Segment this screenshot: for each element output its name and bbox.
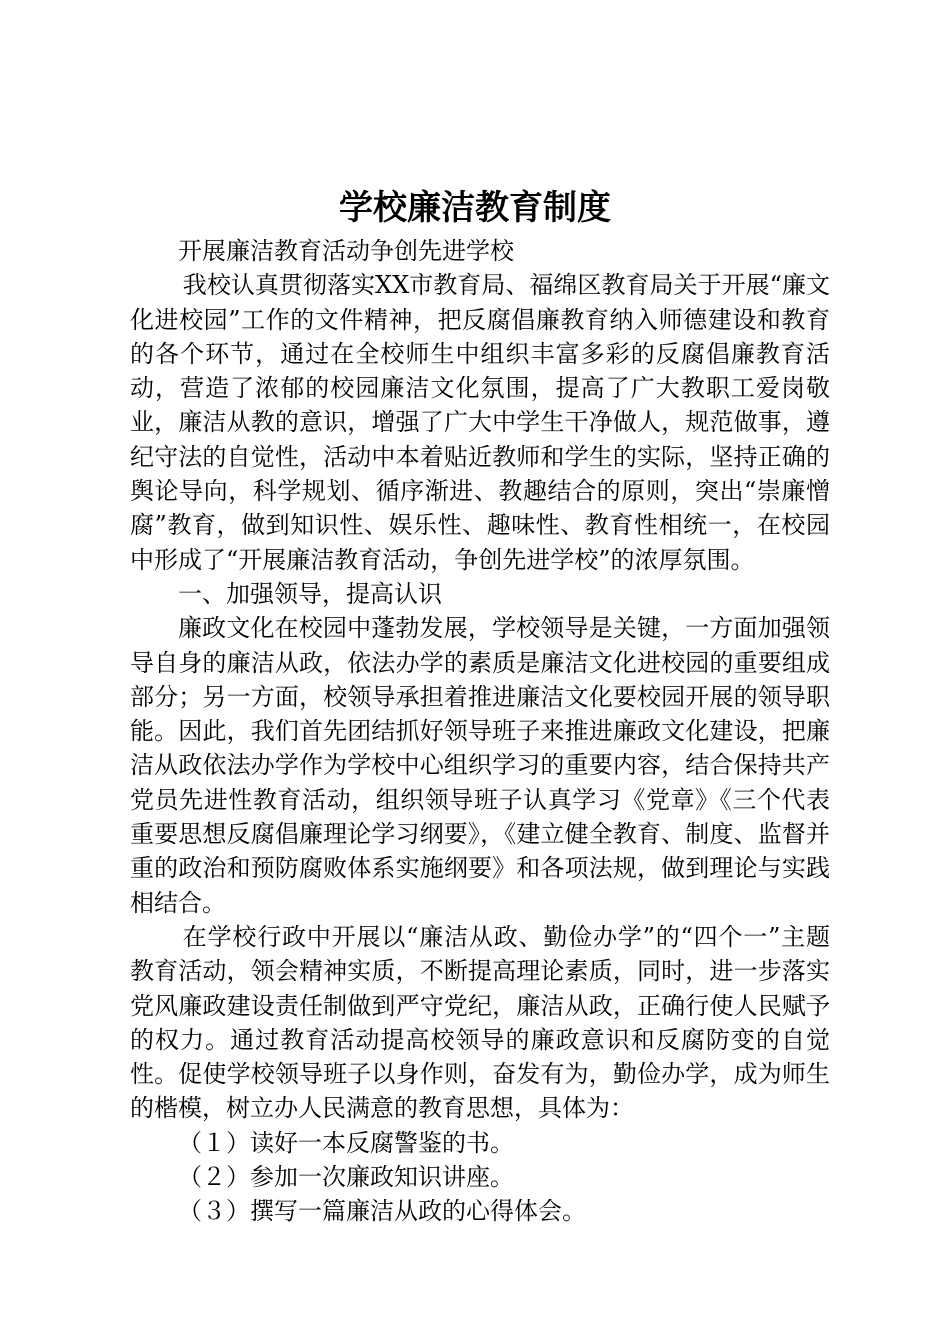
paragraph-section-1: 廉政文化在校园中蓬勃发展，学校领导是关键，一方面加强领导自身的廉洁从政，依法办学的素质是廉洁文化进校园的重要组成部分；另一方面，校领导承担着推进廉洁文化要校园开展的领导职能。因此，我们首先团结抓好领导班子来推进廉政文化建设，把廉洁从政依法办学作为学校中心组织学习的重要内容，结合保持共产党员先进性教育活动，组织领导班子认真学习《党章》《三个代表重要思想反腐倡廉理论学习纲要》，《建立健全教育、制度、监督并重的政治和预防腐败体系实施纲要》和各项法规，做到理论与实践相结合。 (130, 614, 830, 917)
document-title: 学校廉洁教育制度 (339, 188, 611, 228)
list-item: （２）参加一次廉政知识讲座。 (178, 1163, 514, 1192)
paragraph-section-2: 在学校行政中开展以“廉洁从政、勤俭办学”的“四个一”主题教育活动，领会精神实质，不断提高理论素质，同时，进一步落实党风廉政建设责任制做到严守党纪，廉洁从政，正确行使人民赋予的权力。通过教育活动提高校领导的廉政意识和反腐防变的自觉性。促使学校领导班子以身作则，奋发有为，勤俭办学，成为师生的楷模，树立办人民满意的教育思想，具体为： (130, 922, 830, 1123)
document-subtitle: 开展廉洁教育活动争创先进学校 (178, 237, 514, 265)
paragraph-intro: 我校认真贯彻落实XX市教育局、福绵区教育局关于开展“廉文化进校园”工作的文件精神，把反腐倡廉教育纳入师德建设和教育的各个环节，通过在全校师生中组织丰富多彩的反腐倡廉教育活动，营造了浓郁的校园廉洁文化氛围，提高了广大教职工爱岗敬业，廉洁从教的意识，增强了广大中学生干净做人，规范做事，遵纪守法的自觉性，活动中本着贴近教师和学生的实际，坚持正确的舆论导向，科学规划、循序渐进、教趣结合的原则，突出“崇廉憎腐”教育，做到知识性、娱乐性、趣味性、教育性相统一，在校园中形成了“开展廉洁教育活动，争创先进学校”的浓厚氛围。 (130, 271, 830, 574)
list-item: （１）读好一本反腐警鉴的书。 (178, 1128, 514, 1157)
list-item: （３）撰写一篇廉洁从政的心得体会。 (178, 1197, 586, 1226)
document-body (130, 234, 830, 1229)
section-heading-1: 一、加强领导，提高认识 (178, 579, 442, 608)
